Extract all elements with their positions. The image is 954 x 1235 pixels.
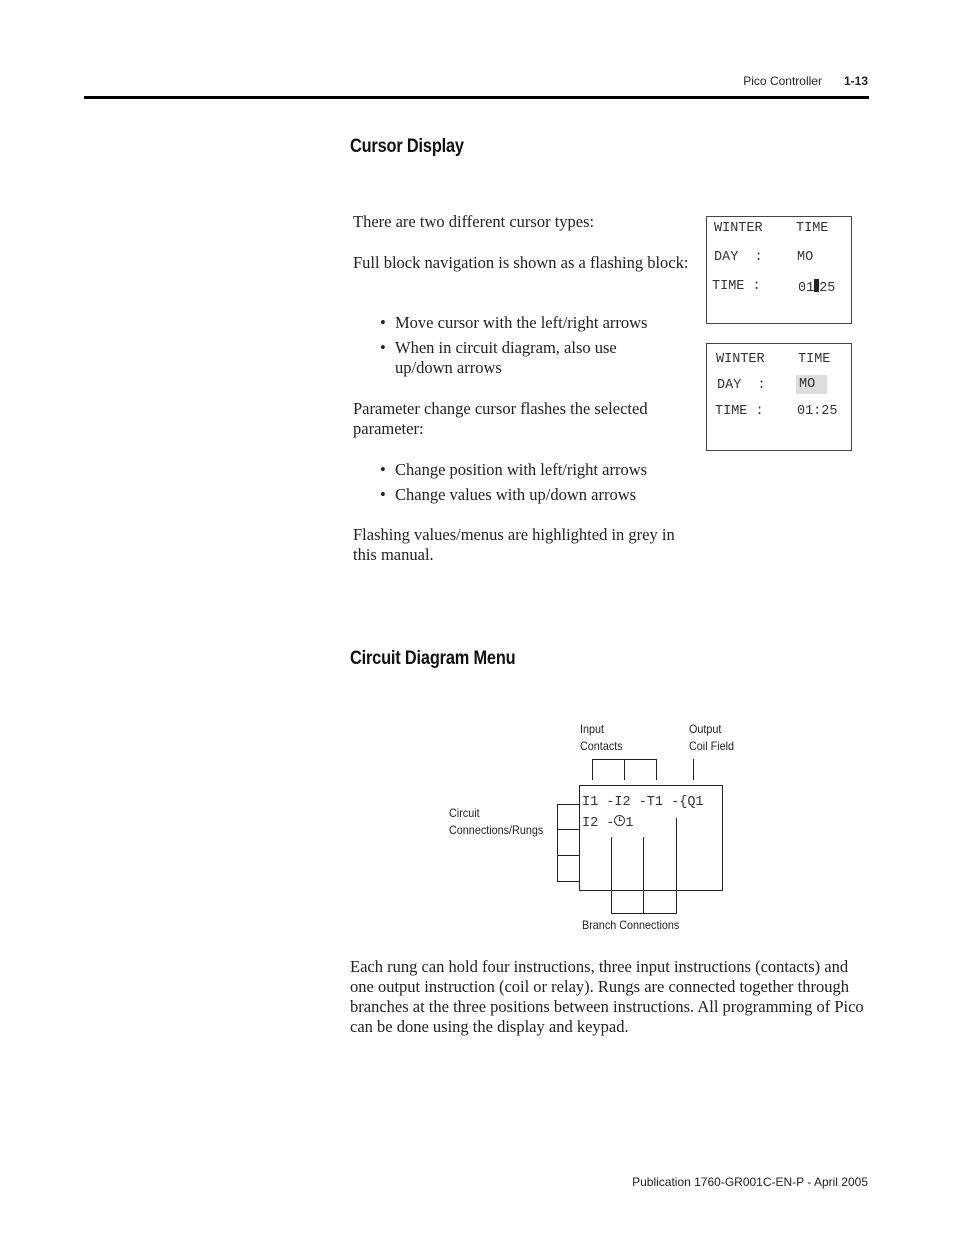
header-section: Pico Controller bbox=[743, 74, 822, 88]
cursor-display-heading: Cursor Display bbox=[350, 136, 464, 157]
circuit-menu-heading: Circuit Diagram Menu bbox=[350, 648, 516, 669]
block-bullet-1: • Move cursor with the left/right arrows bbox=[380, 313, 648, 332]
rung-2: I2 - 1 bbox=[582, 816, 634, 831]
grey-note: Flashing values/menus are highlighted in grey in this manual. bbox=[353, 525, 675, 564]
running-header bbox=[743, 74, 868, 88]
header-rule bbox=[84, 96, 869, 99]
param-bullet-1: • Change position with left/right arrows bbox=[380, 460, 648, 479]
param-cursor-highlight: MO bbox=[796, 375, 827, 394]
publication-footer: Publication 1760-GR001C-EN-P - April 2005 bbox=[632, 1175, 868, 1189]
page-number: 1-13 bbox=[843, 74, 868, 88]
block-bullet-2: • When in circuit diagram, also use up/down arrows bbox=[380, 338, 617, 377]
label-input-contacts: Input Contacts bbox=[580, 722, 623, 753]
param-cursor-text: Parameter change cursor flashes the selected parameter: bbox=[353, 399, 648, 438]
label-branch-connections: Branch Connections bbox=[582, 918, 680, 932]
rung-1: I1 -I2 -T1 -{Q1 bbox=[582, 795, 704, 810]
block-cursor-text: Full block navigation is shown as a flashing block: bbox=[353, 253, 689, 272]
timer-icon bbox=[614, 815, 625, 826]
label-rungs: Circuit Connections/Rungs bbox=[449, 806, 544, 837]
rung-paragraph: Each rung can hold four instructions, three input instructions (contacts) and one output instruction (coil or relay). Rungs are connected together through branches at the three positions between instructions. All programming of Pico can be done using the display and keypad. bbox=[350, 957, 864, 1036]
rungs-bracket bbox=[557, 804, 558, 881]
lcd-time-value: 01 25 bbox=[798, 281, 836, 296]
label-output-coil: Output Coil Field bbox=[689, 722, 735, 753]
lcd-block-cursor: WINTER TIME DAY : MO TIME : 01 25 bbox=[706, 216, 852, 324]
branch-lines bbox=[611, 837, 612, 914]
output-pointer bbox=[693, 759, 694, 780]
lcd-param-cursor: WINTER TIME DAY : MO TIME : 01:25 bbox=[706, 343, 852, 451]
cursor-intro: There are two different cursor types: bbox=[353, 212, 595, 231]
param-bullet-2: • Change values with up/down arrows bbox=[380, 485, 637, 504]
